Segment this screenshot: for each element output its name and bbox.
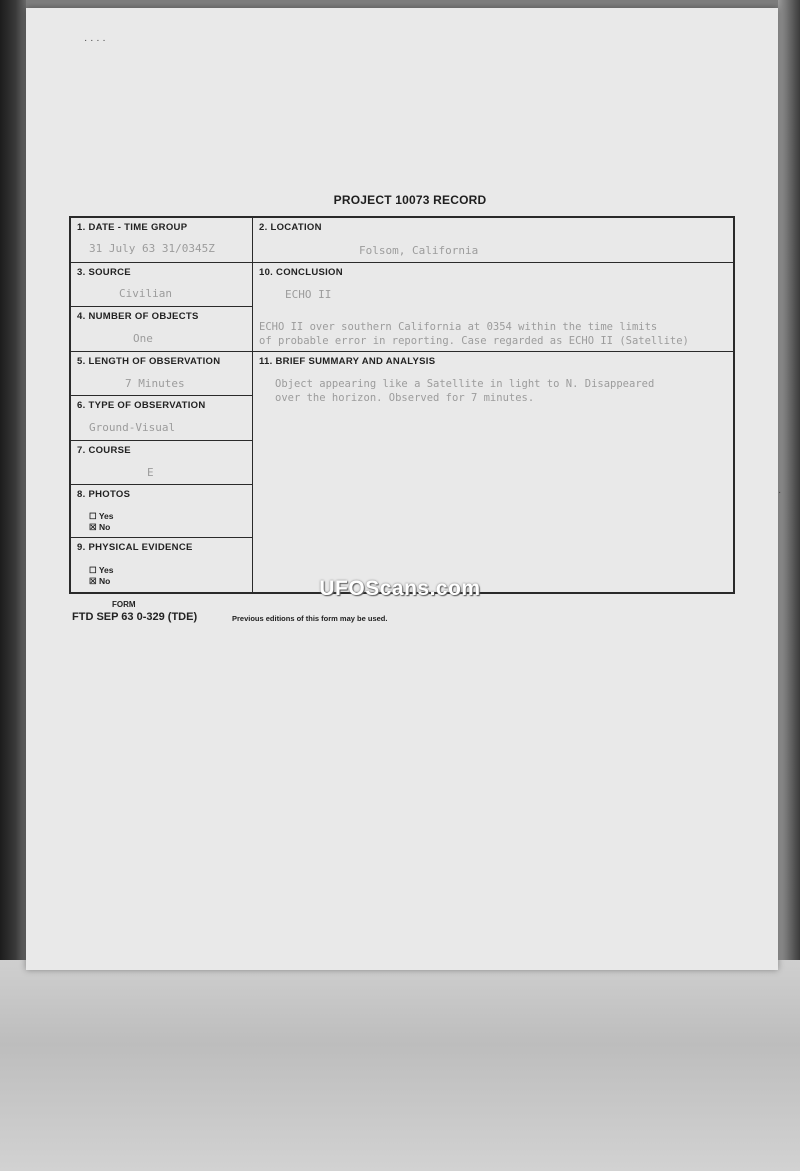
physical-evidence-no-option [89, 576, 110, 587]
cell-date-time-group [71, 218, 253, 263]
physical-evidence-yes-option [89, 565, 114, 576]
photos-yes-checkbox: ☐ [89, 511, 97, 521]
label-number-of-objects: 4. NUMBER OF OBJECTS [77, 311, 199, 322]
label-course: 7. COURSE [77, 445, 131, 456]
cell-number-of-objects [71, 307, 253, 352]
cell-length-of-observation [71, 352, 253, 396]
label-source: 3. SOURCE [77, 267, 131, 278]
physical-evidence-no-checkbox: ☒ [89, 576, 97, 586]
footer-note: Previous editions of this form may be used. [232, 614, 388, 623]
physical-evidence-yes-label: Yes [98, 565, 114, 575]
cell-physical-evidence [71, 538, 253, 592]
photos-no-label: No [99, 522, 111, 532]
value-conclusion: ECHO II [285, 288, 332, 301]
value-type-of-observation: Ground-Visual [89, 421, 176, 434]
cell-source [71, 263, 253, 307]
summary-line-1: Object appearing like a Satellite in light to N. Disappeared [275, 378, 655, 390]
footer-form-word: FORM [112, 600, 136, 609]
scan-bottom-area [0, 960, 800, 1171]
physical-evidence-no-label: No [99, 576, 111, 586]
value-location: Folsom, California [359, 244, 479, 257]
photos-no-checkbox: ☒ [89, 522, 97, 532]
scan-speck: · · · · [84, 35, 106, 46]
cell-summary [253, 352, 733, 592]
value-length-of-observation: 7 Minutes [125, 377, 185, 390]
value-course: E [147, 466, 154, 479]
cell-photos [71, 485, 253, 538]
conclusion-comment-line-2: of probable error in reporting. Case regarded as ECHO II (Satellite) [259, 335, 689, 347]
label-location: 2. LOCATION [259, 222, 322, 233]
value-number-of-objects: One [133, 332, 153, 345]
label-type-of-observation: 6. TYPE OF OBSERVATION [77, 400, 206, 411]
value-source: Civilian [119, 287, 172, 300]
label-physical-evidence: 9. PHYSICAL EVIDENCE [77, 542, 193, 553]
watermark-logo: UFOScans.com [319, 577, 481, 600]
record-form [69, 216, 735, 594]
photos-no-option [89, 522, 110, 533]
footer-form-id: FTD SEP 63 0-329 (TDE) [72, 611, 198, 623]
label-summary: 11. BRIEF SUMMARY AND ANALYSIS [259, 356, 436, 367]
photos-yes-option [89, 511, 114, 522]
label-conclusion: 10. CONCLUSION [259, 267, 343, 278]
physical-evidence-yes-checkbox: ☐ [89, 565, 97, 575]
photos-yes-label: Yes [98, 511, 114, 521]
label-date-time-group: 1. DATE - TIME GROUP [77, 222, 188, 233]
label-photos: 8. PHOTOS [77, 489, 131, 500]
form-title: PROJECT 10073 RECORD [333, 193, 487, 207]
scan-left-edge [0, 0, 26, 980]
cell-location [253, 218, 733, 263]
summary-line-2: over the horizon. Observed for 7 minutes. [275, 392, 535, 404]
scan-speck: · [778, 487, 782, 498]
value-date-time-group: 31 July 63 31/0345Z [89, 242, 215, 255]
cell-conclusion [253, 263, 733, 352]
label-length-of-observation: 5. LENGTH OF OBSERVATION [77, 356, 221, 367]
cell-type-of-observation [71, 396, 253, 441]
cell-course [71, 441, 253, 485]
conclusion-comment-line-1: ECHO II over southern California at 0354 within the time limits [259, 321, 658, 333]
